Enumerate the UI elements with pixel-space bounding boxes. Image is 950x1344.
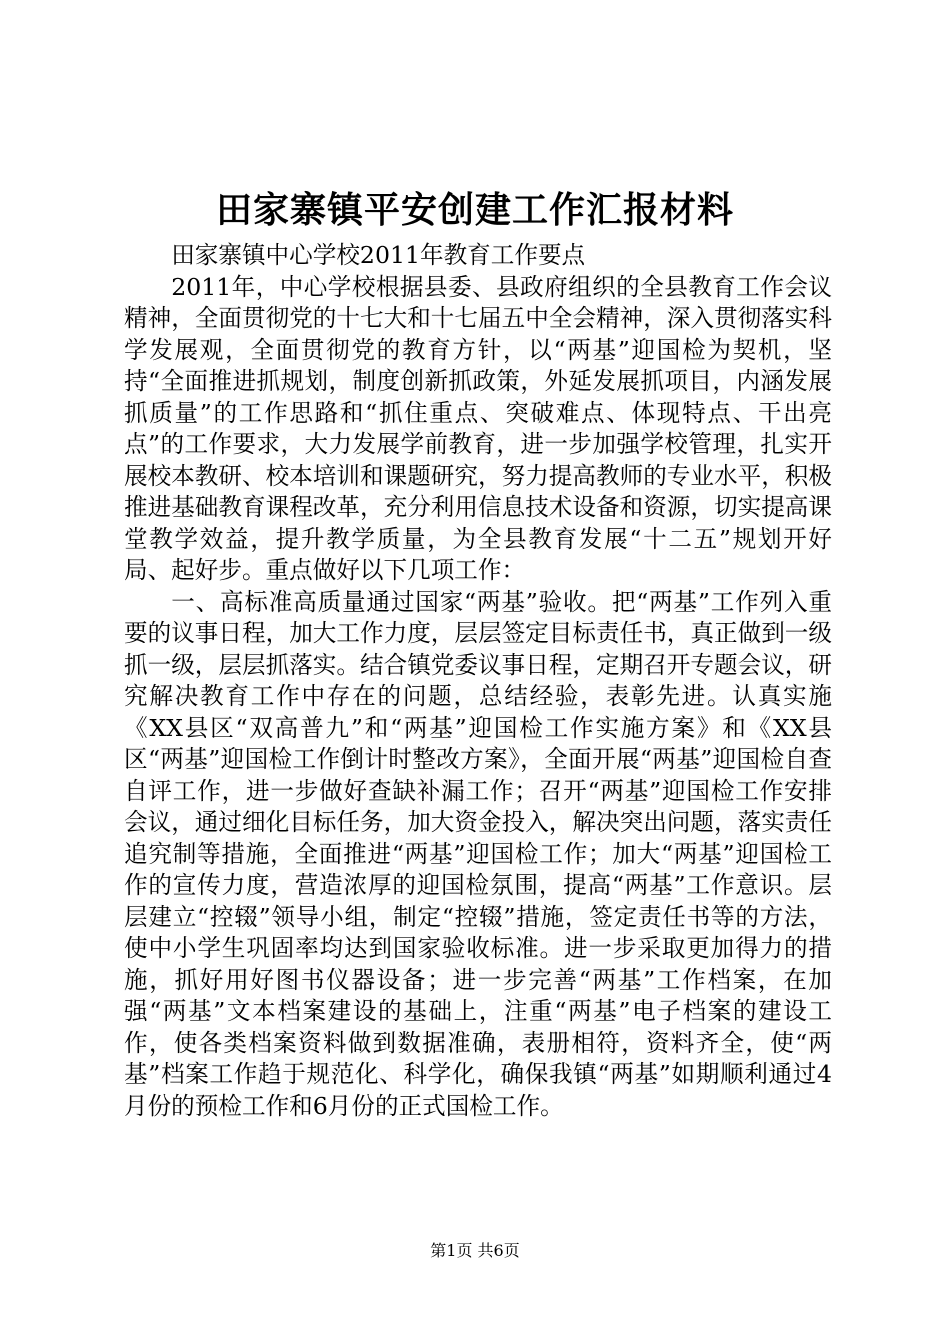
document-title: 田家寨镇平安创建工作汇报材料 [215,189,734,231]
document-body [124,240,832,1122]
subtitle-paragraph: 田家寨镇中心学校2011年教育工作要点 [171,241,586,269]
section-one-paragraph: 一、高标准高质量通过国家“两基”验收。把“两基”工作列入重要的议事日程，加大工作力度，层层签定目标责任书，真正做到一级抓一级，层层抓落实。结合镇党委议事日程，定期召开专题会议，研究解决教育工作中存在的问题，总结经验，表彰先进。认真实施《XX县区“双高普九”和“两基”迎国检工作实施方案》和《XX县区“两基”迎国检工作倒计时整改方案》，全面开展“两基”迎国检自查自评工作，进一步做好查缺补漏工作；召开“两基”迎国检工作安排会议，通过细化目标任务，加大资金投入，解决突出问题，落实责任追究制等措施，全面推进“两基”迎国检工作；加大“两基”迎国检工作的宣传力度，营造浓厚的迎国检氛围，提高“两基”工作意识。层层建立“控辍”领导小组，制定“控辍”措施，签定责任书等的方法，使中小学生巩固率均达到国家验收标准。进一步采取更加得力的措施，抓好用好图书仪器设备；进一步完善“两基”工作档案，在加强“两基”文本档案建设的基础上，注重“两基”电子档案的建设工作，使各类档案资料做到数据准确，表册相符，资料齐全，使“两基”档案工作趋于规范化、科学化，确保我镇“两基”如期顺利通过4月份的预检工作和6月份的正式国检工作。 [124,587,832,1120]
page-footer: 第1页 共6页 [430,1241,520,1260]
intro-paragraph: 2011年，中心学校根据县委、县政府组织的全县教育工作会议精神，全面贯彻党的十七大和十七届五中全会精神，深入贯彻落实科学发展观，全面贯彻党的教育方针，以“两基”迎国检为契机，坚持“全面推进抓规划，制度创新抓政策，外延发展抓项目，内涵发展抓质量”的工作思路和“抓住重点、突破难点、体现特点、干出亮点”的工作要求，大力发展学前教育，进一步加强学校管理，扎实开展校本教研、校本培训和课题研究，努力提高教师的专业水平，积极推进基础教育课程改革，充分利用信息技术设备和资源，切实提高课堂教学效益，提升教学质量，为全县教育发展“十二五”规划开好局、起好步。重点做好以下几项工作： [124,272,832,584]
